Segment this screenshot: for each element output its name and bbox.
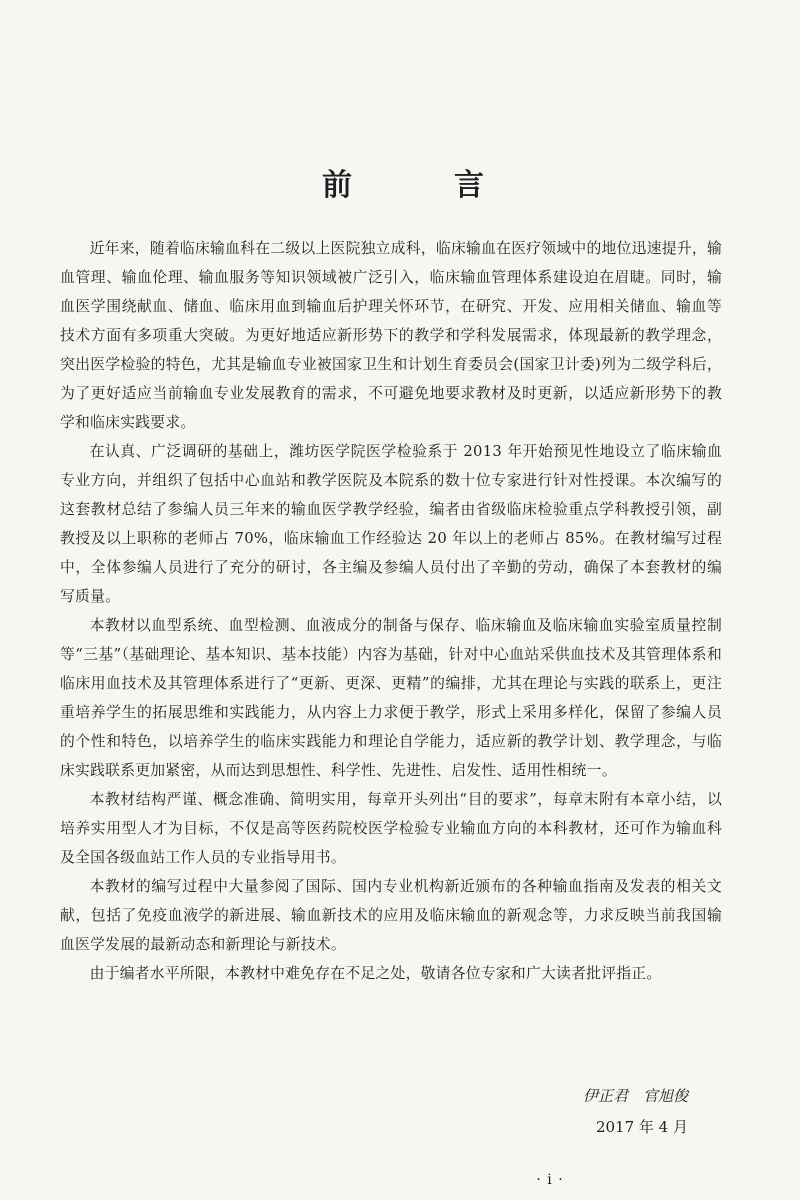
page-number: · i · (536, 1172, 564, 1188)
paragraph-5: 本教材的编写过程中大量参阅了国际、国内专业机构新近颁布的各种输血指南及发表的相关文献，包括了免疫血液学的新进展、输血新技术的应用及临床输血的新观念等，力求反映当前我国输血医学发展的最新动态和新理论与新技术。 (60, 878, 722, 953)
date: 2017 年 4 月 (595, 1118, 688, 1136)
paragraph-1: 近年来，随着临床输血科在二级以上医院独立成科，临床输血在医疗领域中的地位迅速提升，输血管理、输血伦理、输血服务等知识领域被广泛引入，临床输血管理体系建设迫在眉睫。同时，输血医学围绕献血、储血、临床用血到输血后护理关怀环节，在研究、开发、应用相关储血、输血等技术方面有多项重大突破。为更好地适应新形势下的教学和学科发展需求，体现最新的教学理念，突出医学检验的特色，尤其是输血专业被国家卫生和计划生育委员会(国家卫计委)列为二级学科后，为了更好适应当前输血专业发展教育的需求，不可避免地要求教材及时更新，以适应新形势下的教学和临床实践要求。 (60, 240, 722, 431)
paragraph-4: 本教材结构严谨、概念准确、简明实用，每章开头列出“目的要求”，每章末附有本章小结，以培养实用型人才为目标，不仅是高等医药院校医学检验专业输血方向的本科教材，还可作为输血科及全国各级血站工作人员的专业指导用书。 (60, 791, 722, 866)
page-title: 前 言 (322, 168, 520, 203)
authors: 伊正君 官旭俊 (582, 1087, 688, 1105)
paragraph-6: 由于编者水平所限，本教材中难免存在不足之处，敬请各位专家和广大读者批评指正。 (89, 965, 662, 982)
preface-body (60, 234, 722, 988)
signature-block (583, 1085, 688, 1137)
paragraph-2: 在认真、广泛调研的基础上，潍坊医学院医学检验系于 2013 年开始预见性地设立了临床输血专业方向，并组织了包括中心血站和教学医院及本院系的数十位专家进行针对性授课。本次编写的这套教材总结了参编人员三年来的输血医学教学经验，编者由省级临床检验重点学科教授引领，副教授及以上职称的老师占 70%，临床输血工作经验达 20 年以上的老师占 85%。在教材编写过程中，全体参编人员进行了充分的研讨，各主编及参编人员付出了辛勤的劳动，确保了本套教材的编写质量。 (60, 443, 722, 605)
paragraph-3: 本教材以血型系统、血型检测、血液成分的制备与保存、临床输血及临床输血实验室质量控制等“三基”（基础理论、基本知识、基本技能）内容为基础，针对中心血站采供血技术及其管理体系和临床用血技术及其管理体系进行了“更新、更深、更精”的编排，尤其在理论与实践的联系上，更注重培养学生的拓展思维和实践能力，从内容上力求便于教学，形式上采用多样化，保留了参编人员的个性和特色，以培养学生的临床实践能力和理论自学能力，适应新的教学计划、教学理念，与临床实践联系更加紧密，从而达到思想性、科学性、先进性、启发性、适用性相统一。 (60, 617, 722, 779)
